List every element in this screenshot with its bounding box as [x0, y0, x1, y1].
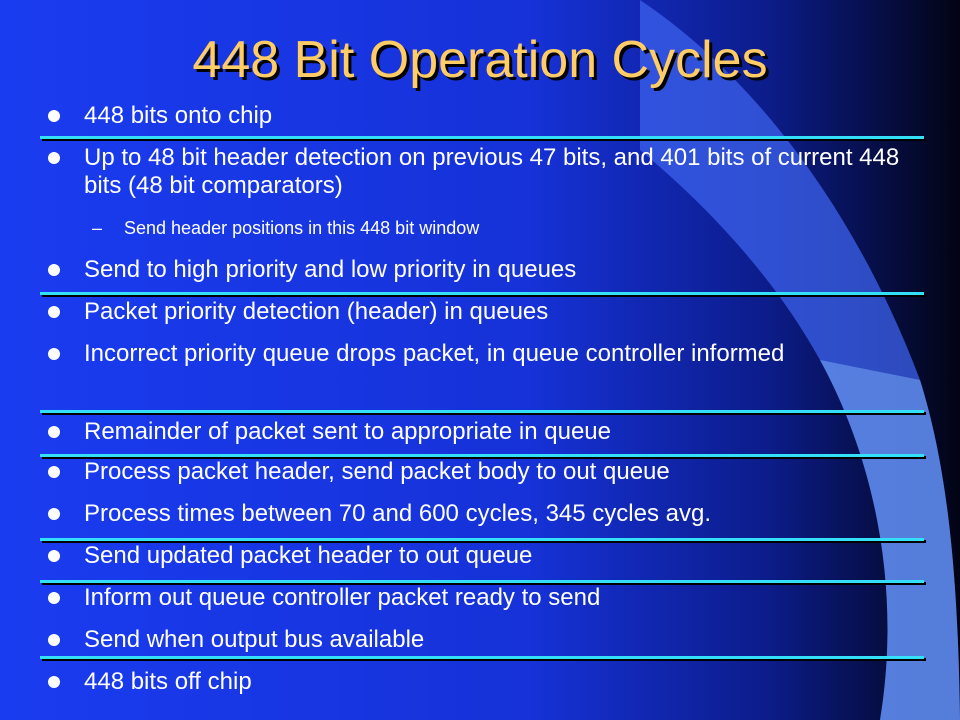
bullet-item — [84, 458, 934, 486]
bullet-text: 448 bits onto chip — [84, 102, 273, 129]
sub-bullet-dash-icon: – — [92, 218, 103, 238]
bullet-text: Up to 48 bit header detection on previous 47 bits, and 401 bits of current 448 bits (48 bit comparators) — [84, 144, 900, 199]
bullet-item — [84, 298, 934, 326]
bullet-item — [84, 418, 934, 446]
bullet-dot-icon — [48, 110, 60, 122]
bullet-item — [84, 144, 934, 200]
bullet-dot-icon — [48, 466, 60, 478]
bullet-item — [84, 102, 934, 130]
bullet-item — [84, 256, 934, 284]
sub-bullet-item — [92, 217, 904, 239]
bullet-dot-icon — [48, 508, 60, 520]
bullet-item — [84, 584, 934, 612]
bullet-dot-icon — [48, 676, 60, 688]
divider-line — [40, 292, 924, 295]
bullet-dot-icon — [48, 426, 60, 438]
divider-line — [40, 538, 924, 541]
bullet-text: Process packet header, send packet body to out queue — [84, 458, 670, 485]
bullet-dot-icon — [48, 634, 60, 646]
divider-line — [40, 410, 924, 413]
bullet-text: Inform out queue controller packet ready to send — [84, 584, 601, 611]
bullet-item — [84, 668, 934, 696]
bullet-item — [84, 542, 934, 570]
bullet-dot-icon — [48, 550, 60, 562]
bullet-dot-icon — [48, 306, 60, 318]
bullet-text: Send updated packet header to out queue — [84, 542, 533, 569]
bullet-dot-icon — [48, 264, 60, 276]
bullet-dot-icon — [48, 592, 60, 604]
bullet-item — [84, 500, 934, 528]
slide-title: 448 Bit Operation Cycles — [192, 31, 768, 89]
bullet-dot-icon — [48, 152, 60, 164]
bullet-text: Packet priority detection (header) in queues — [84, 298, 549, 325]
bullet-item — [84, 626, 934, 654]
divider-line — [40, 656, 924, 659]
bullet-text: Incorrect priority queue drops packet, in queue controller informed — [84, 340, 785, 367]
bullet-dot-icon — [48, 348, 60, 360]
divider-line — [40, 580, 924, 583]
divider-line — [40, 136, 924, 139]
bullet-text: Process times between 70 and 600 cycles, 345 cycles avg. — [84, 500, 711, 527]
bullet-text: Send when output bus available — [84, 626, 425, 653]
sub-bullet-text: Send header positions in this 448 bit window — [124, 218, 480, 238]
bullet-text: 448 bits off chip — [84, 668, 252, 695]
bullet-item — [84, 340, 934, 368]
divider-line — [40, 454, 924, 457]
bullet-text: Send to high priority and low priority in queues — [84, 256, 577, 283]
bullet-text: Remainder of packet sent to appropriate in queue — [84, 418, 612, 445]
